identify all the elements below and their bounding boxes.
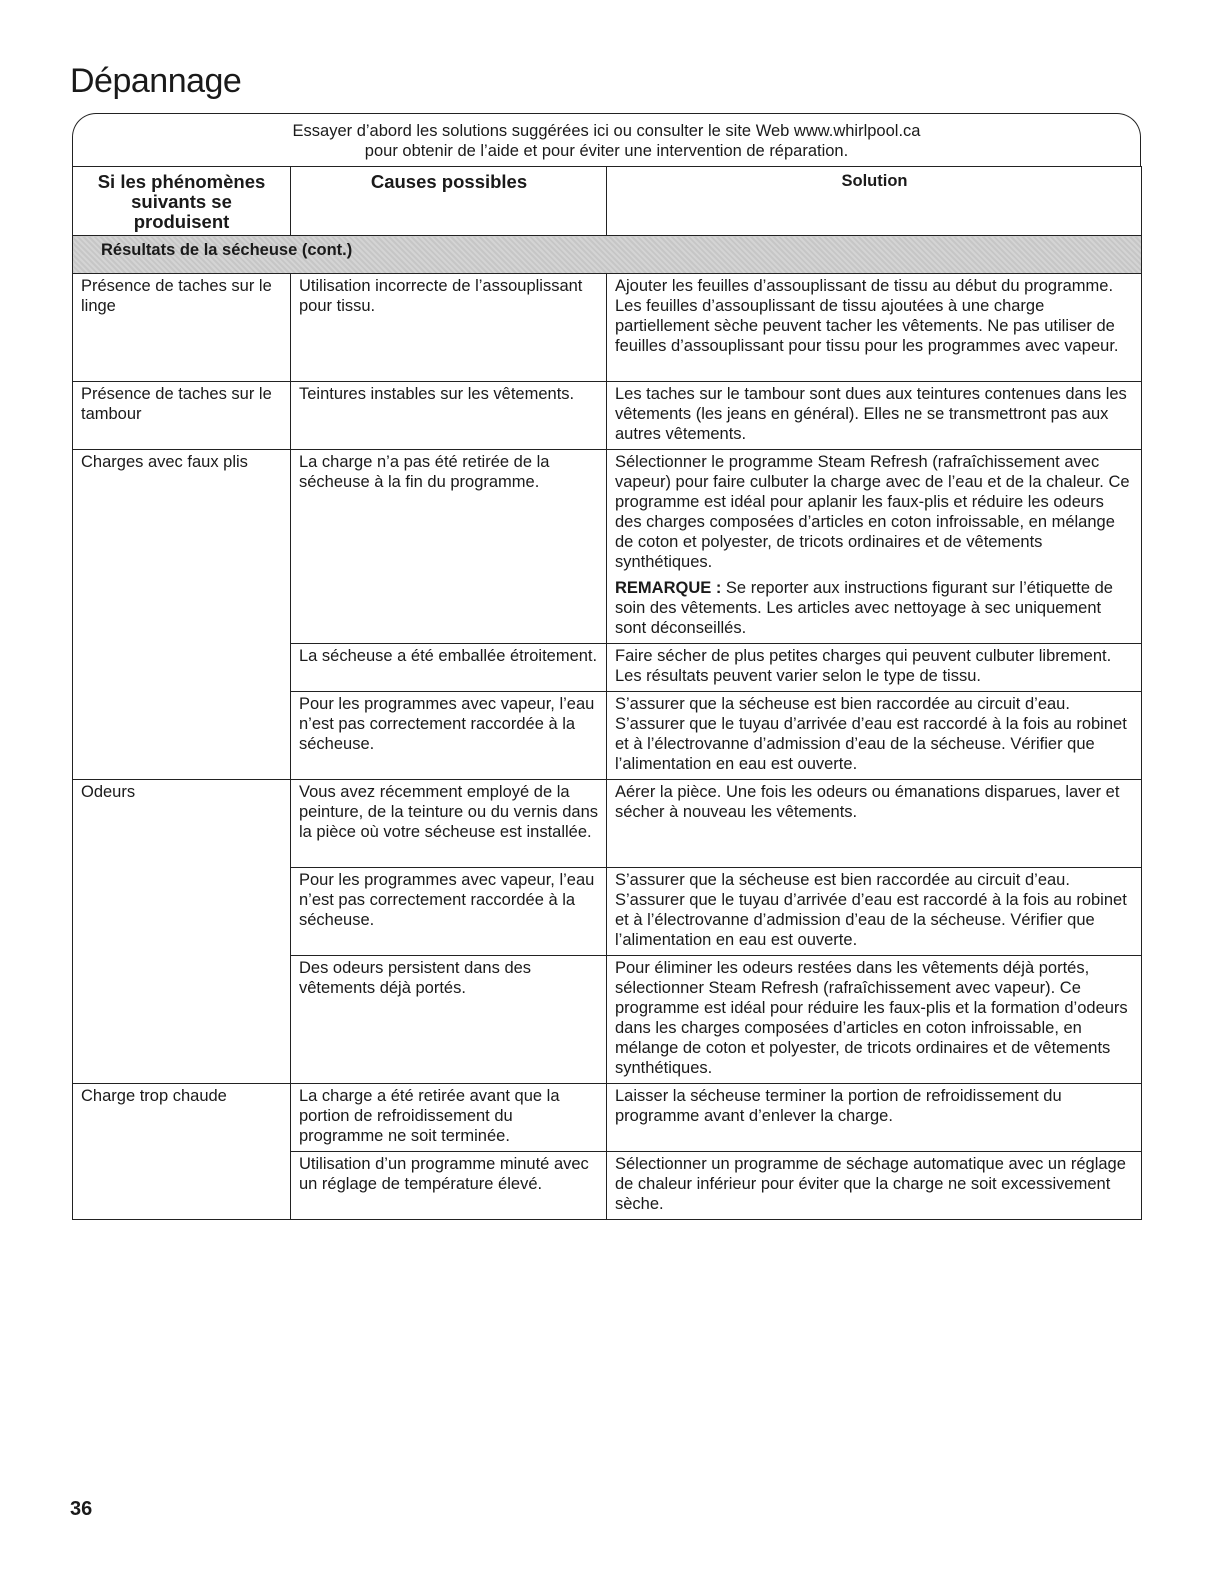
solution-cell: Sélectionner un programme de séchage automatique avec un réglage de chaleur inférieur pour éviter que la charge ne soit excessivement sèche. bbox=[607, 1152, 1142, 1220]
cause-cell: Des odeurs persistent dans des vêtements déjà portés. bbox=[291, 956, 607, 1084]
table-row bbox=[73, 780, 1142, 868]
header-row bbox=[73, 167, 1142, 236]
remark-text: Se reporter aux instructions figurant sur l’étiquette de soin des vêtements. Les articles avec nettoyage à sec uniquement sont déconseillés. bbox=[615, 579, 1113, 637]
troubleshooting-table bbox=[72, 166, 1142, 1220]
cause-cell: La charge a été retirée avant que la portion de refroidissement du programme ne soit terminée. bbox=[291, 1084, 607, 1152]
problem-cell: Charges avec faux plis bbox=[73, 450, 291, 780]
remark bbox=[615, 578, 1134, 638]
solution-cell bbox=[607, 450, 1142, 644]
remark-label: REMARQUE : bbox=[615, 579, 722, 597]
table-row bbox=[73, 382, 1142, 450]
cause-cell: Pour les programmes avec vapeur, l’eau n’est pas correctement raccordée à la sécheuse. bbox=[291, 868, 607, 956]
section-row bbox=[73, 236, 1142, 274]
intro-line-1: Essayer d’abord les solutions suggérées ici ou consulter le site Web www.whirlpool.ca bbox=[292, 122, 921, 140]
cause-cell: Teintures instables sur les vêtements. bbox=[291, 382, 607, 450]
solution-cell: Ajouter les feuilles d’assouplissant de tissu au début du programme. Les feuilles d’assouplissant de tissu ajoutées à une charge partiellement sèche peuvent tacher les vêtements. Ne pas utiliser de feuilles d’assouplissant pour tissu pour les programmes avec vapeur. bbox=[607, 274, 1142, 382]
intro-box bbox=[72, 113, 1141, 166]
page-title: Dépannage bbox=[70, 62, 242, 100]
problem-cell: Charge trop chaude bbox=[73, 1084, 291, 1220]
cause-cell: La charge n’a pas été retirée de la sécheuse à la fin du programme. bbox=[291, 450, 607, 644]
solution-cell: S’assurer que la sécheuse est bien raccordée au circuit d’eau. S’assurer que le tuyau d’arrivée d’eau est raccordé à la fois au robinet et à l’électrovanne d’admission d’eau de la sécheuse. Vérifier que l’alimentation en eau est ouverte. bbox=[607, 692, 1142, 780]
problem-cell: Présence de taches sur le tambour bbox=[73, 382, 291, 450]
table-row bbox=[73, 450, 1142, 644]
header-problem: Si les phénomènes suivants se produisent bbox=[73, 167, 291, 236]
solution-cell: Pour éliminer les odeurs restées dans les vêtements déjà portés, sélectionner Steam Refresh (rafraîchissement avec vapeur). Ce programme est idéal pour réduire les faux-plis et la formation d’odeurs dans les charges composées d’articles en coton infroissable, en mélange de coton et polyester, de tricots ordinaires et de vêtements synthétiques. bbox=[607, 956, 1142, 1084]
solution-cell: Laisser la sécheuse terminer la portion de refroidissement du programme avant d’enlever la charge. bbox=[607, 1084, 1142, 1152]
header-solution: Solution bbox=[607, 167, 1142, 236]
cause-cell: Utilisation incorrecte de l’assouplissant pour tissu. bbox=[291, 274, 607, 382]
solution-cell: Aérer la pièce. Une fois les odeurs ou émanations disparues, laver et sécher à nouveau les vêtements. bbox=[607, 780, 1142, 868]
solution-cell: S’assurer que la sécheuse est bien raccordée au circuit d’eau. S’assurer que le tuyau d’arrivée d’eau est raccordé à la fois au robinet et à l’électrovanne d’admission d’eau de la sécheuse. Vérifier que l’alimentation en eau est ouverte. bbox=[607, 868, 1142, 956]
page-number: 36 bbox=[70, 1498, 93, 1520]
cause-cell: Utilisation d’un programme minuté avec un réglage de température élevé. bbox=[291, 1152, 607, 1220]
table-row bbox=[73, 274, 1142, 382]
table-row bbox=[73, 1084, 1142, 1152]
header-causes: Causes possibles bbox=[291, 167, 607, 236]
troubleshooting-table-wrap bbox=[72, 166, 1141, 1220]
section-title: Résultats de la sécheuse (cont.) bbox=[73, 236, 1142, 274]
cause-cell: Vous avez récemment employé de la peinture, de la teinture ou du vernis dans la pièce où votre sécheuse est installée. bbox=[291, 780, 607, 868]
solution-text: Sélectionner le programme Steam Refresh (rafraîchissement avec vapeur) pour faire culbuter la charge avec de l’eau et de la chaleur. Ce programme est idéal pour aplanir les faux-plis et réduire les odeurs des charges composées d’articles en coton infroissable, en mélange de coton et polyester, de tricots ordinaires et de vêtements synthétiques. bbox=[615, 453, 1130, 571]
cause-cell: La sécheuse a été emballée étroitement. bbox=[291, 644, 607, 692]
intro-line-2: pour obtenir de l’aide et pour éviter une intervention de réparation. bbox=[364, 142, 849, 160]
solution-cell: Faire sécher de plus petites charges qui peuvent culbuter librement. Les résultats peuvent varier selon le type de tissu. bbox=[607, 644, 1142, 692]
problem-cell: Présence de taches sur le linge bbox=[73, 274, 291, 382]
cause-cell: Pour les programmes avec vapeur, l’eau n’est pas correctement raccordée à la sécheuse. bbox=[291, 692, 607, 780]
problem-cell: Odeurs bbox=[73, 780, 291, 1084]
solution-cell: Les taches sur le tambour sont dues aux teintures contenues dans les vêtements (les jeans en général). Elles ne se transmettront pas aux autres vêtements. bbox=[607, 382, 1142, 450]
